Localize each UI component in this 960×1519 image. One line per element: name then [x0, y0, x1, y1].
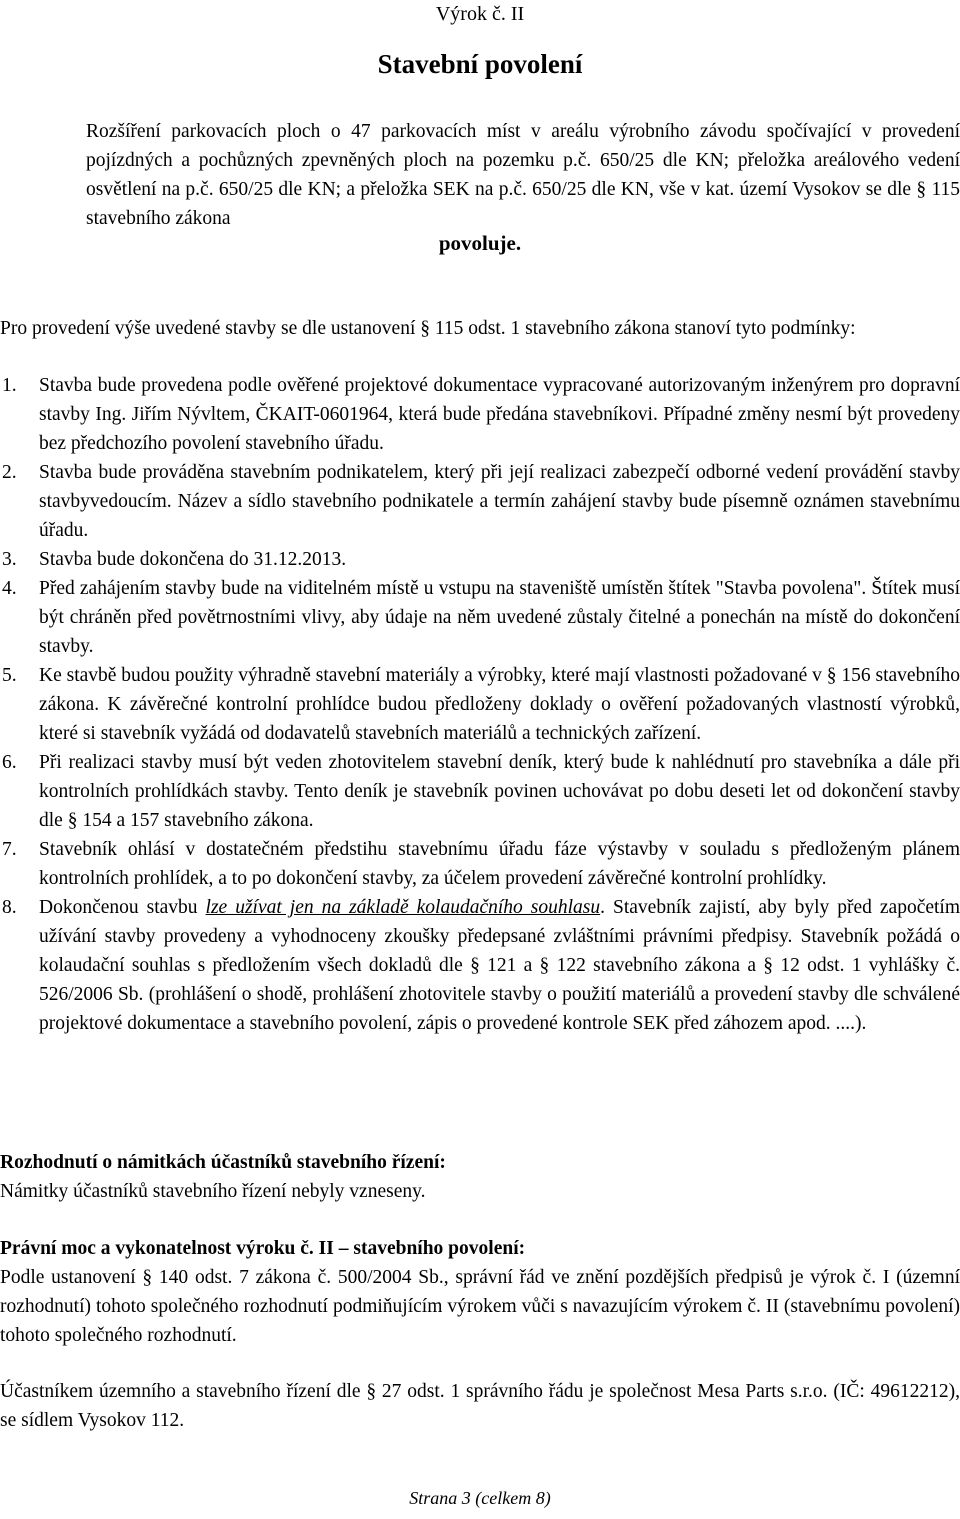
- condition-text: Stavba bude provedena podle ověřené projektové dokumentace vypracované autorizovaným inženýrem pro dopravní stavby Ing. Jiřím Nývltem, ČKAIT-0601964, která bude předána stavebníkovi. Případné změny nesmí být provedeny bez předchozího povolení stavebního úřadu.: [39, 375, 960, 454]
- condition-number: 1.: [2, 375, 17, 396]
- legal-force-section: [0, 1234, 960, 1350]
- document-title: Stavební povolení: [377, 49, 583, 79]
- conditions-intro: Pro provedení výše uvedené stavby se dle ustanovení § 115 odst. 1 stavebního zákona stanoví tyto podmínky:: [0, 318, 856, 339]
- condition-text: Ke stavbě budou použity výhradně stavební materiály a výrobky, které mají vlastnosti požadované v § 156 stavebního zákona. K závěrečné kontrolní prohlídce budou předloženy doklady o ověření požadovaných vlastností výrobků, které si stavebník vyžádá od dodavatelů stavebních materiálů a technických zařízení.: [39, 665, 960, 744]
- condition-text: Při realizaci stavby musí být veden zhotovitelem stavební deník, který bude k nahlédnutí pro stavebníka a dále při kontrolních prohlídkách stavby. Tento deník je stavebník povinen uchovávat po dobu deseti let od dokončení stavby dle § 154 a 157 stavebního zákona.: [39, 752, 960, 831]
- condition-number: 8.: [2, 897, 17, 918]
- condition-text: . Stavebník zajistí, aby byly před započetím užívání stavby provedeny a vyhodnoceny zkoušky předepsané zvláštními právními předpisy. Stavebník požádá o kolaudační souhlas s předložením všech dokladů dle § 121 a § 122 stavebního zákona a § 12 odst. 1 vyhlášky č. 526/2006 Sb. (prohlášení o shodě, prohlášení zhotovitele stavby o použití materiálů a provedení stavby dle schválené projektové dokumentace a stavebního povolení, zápis o provedené kontrole SEK před záhozem apod. ....).: [39, 897, 960, 1034]
- condition-text: Stavba bude prováděna stavebním podnikatelem, který při její realizaci zabezpečí odborné vedení provádění stavby stavbyvedoucím. Název a sídlo stavebního podnikatele a termín zahájení stavby bude písemně oznámen stavebnímu úřadu.: [39, 462, 960, 541]
- condition-item: [0, 371, 960, 458]
- condition-item: [0, 893, 960, 1038]
- condition-item: [0, 835, 960, 893]
- condition-number: 5.: [2, 665, 17, 686]
- condition-number: 3.: [2, 549, 17, 570]
- intro-text: Rozšíření parkovacích ploch o 47 parkovacích míst v areálu výrobního závodu spočívající v provedení pojízdných a pochůzných zpevněných ploch na pozemku p.č. 650/25 dle KN; přeložka areálového vedení osvětlení na p.č. 650/25 dle KN; a přeložka SEK na p.č. 650/25 dle KN, vše v kat. území Vysokov se dle § 115 stavebního zákona: [86, 121, 960, 229]
- condition-emphasis: lze užívat jen na základě kolaudačního souhlasu: [205, 897, 601, 918]
- decision-label: Výrok č. II: [435, 3, 525, 25]
- participant-section: [0, 1377, 960, 1435]
- condition-prefix: Dokončenou stavbu: [39, 897, 206, 918]
- objections-text: Námitky účastníků stavebního řízení nebyly vzneseny.: [0, 1181, 426, 1202]
- condition-number: 2.: [2, 462, 17, 483]
- legal-force-text: Podle ustanovení § 140 odst. 7 zákona č. 500/2004 Sb., správní řád ve znění pozdějších předpisů je výrok č. I (územní rozhodnutí) tohoto společného rozhodnutí podmiňujícím výrokem vůči s navazujícím výrokem č. II (stavebnímu povolení) tohoto společného rozhodnutí.: [0, 1267, 960, 1346]
- objections-title: Rozhodnutí o námitkách účastníků stavebního řízení:: [0, 1152, 446, 1173]
- condition-number: 7.: [2, 839, 17, 860]
- condition-text: Stavba bude dokončena do 31.12.2013.: [39, 549, 347, 570]
- condition-item: [0, 748, 960, 835]
- legal-force-title: Právní moc a vykonatelnost výroku č. II – stavebního povolení:: [0, 1238, 526, 1259]
- objections-section: [0, 1148, 960, 1206]
- condition-item: [0, 545, 960, 574]
- condition-item: [0, 458, 960, 545]
- participant-text: Účastníkem územního a stavebního řízení dle § 27 odst. 1 správního řádu je společnost Mesa Parts s.r.o. (IČ: 49612212), se sídlem Vysokov 112.: [0, 1381, 960, 1431]
- intro-paragraph: [0, 117, 960, 233]
- verdict: povoluje.: [438, 231, 522, 255]
- conditions-list: [0, 371, 960, 1038]
- condition-text: Stavebník ohlásí v dostatečném předstihu stavebnímu úřadu fáze výstavby v souladu s předloženým plánem kontrolních prohlídek, a to po dokončení stavby, za účelem provedení závěrečné kontrolní prohlídky.: [39, 839, 960, 889]
- page-footer: Strana 3 (celkem 8): [409, 1488, 551, 1508]
- condition-item: [0, 574, 960, 661]
- condition-text: Před zahájením stavby bude na viditelném místě u vstupu na staveniště umístěn štítek "Stavba povolena". Štítek musí být chráněn před povětrnostními vlivy, aby údaje na něm uvedené zůstaly čitelné a ponechán na místě do dokončení stavby.: [39, 578, 960, 657]
- condition-number: 4.: [2, 578, 17, 599]
- condition-item: [0, 661, 960, 748]
- condition-number: 6.: [2, 752, 17, 773]
